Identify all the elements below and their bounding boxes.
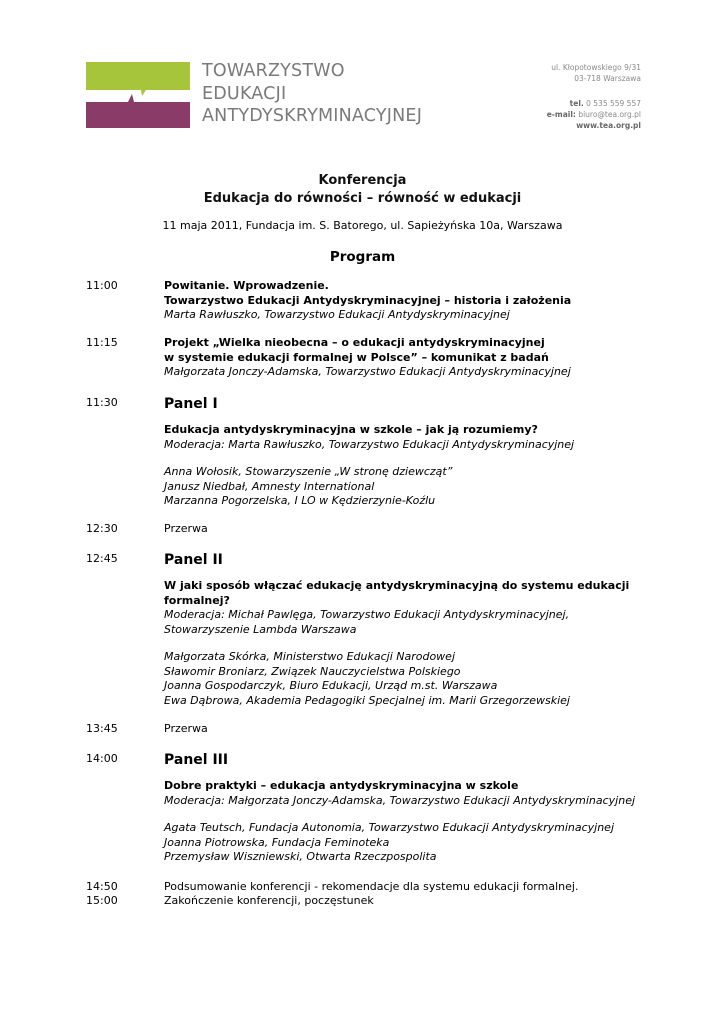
program-time: 11:00 (86, 279, 118, 292)
panel-speaker: Agata Teutsch, Fundacja Autonomia, Towarzystwo Edukacji Antydyskryminacyjnej (164, 821, 615, 834)
panel-moderation: Moderacja: Małgorzata Jonczy-Adamska, Towarzystwo Edukacji Antydyskryminacyjnej (164, 793, 636, 807)
website-link[interactable]: www.tea.org.pl (576, 121, 641, 130)
phone-line (547, 98, 641, 109)
program-content (164, 336, 664, 380)
contact-block (547, 62, 641, 131)
program-time: 12:45 (86, 552, 118, 565)
panel-topic: W jaki sposób włączać edukację antydyskryminacyjną do systemu edukacji (164, 579, 630, 592)
panel-speaker: Joanna Gospodarczyk, Biuro Edukacji, Urząd m.st. Warszawa (164, 679, 498, 692)
panel-moderation: Moderacja: Marta Rawłuszko, Towarzystwo Edukacji Antydyskryminacyjnej (164, 437, 575, 451)
program-content (164, 395, 664, 509)
panel-topic: Dobre praktyki – edukacja antydyskryminacyjna w szkole (164, 779, 519, 792)
tea-logo (86, 58, 196, 130)
panel-topic: Edukacja antydyskryminacyjna w szkole – jak ją rozumiemy? (164, 423, 538, 436)
program-time: 14:00 (86, 752, 118, 765)
phone-label: tel. (569, 99, 584, 108)
program-summary: Podsumowanie konferencji - rekomendacje dla systemu edukacji formalnej. (164, 880, 579, 893)
conference-info: 11 maja 2011, Fundacja im. S. Batorego, ul. Sapieżyńska 10a, Warszawa (162, 219, 563, 232)
program-break: Przerwa (164, 522, 208, 535)
program-time: 14:50 (86, 880, 118, 893)
program-time: 12:30 (86, 522, 118, 535)
email-line (547, 109, 641, 120)
panel-speaker: Sławomir Broniarz, Związek Nauczycielstwa Polskiego (164, 664, 461, 678)
panel-speaker: Ewa Dąbrowa, Akademia Pedagogiki Specjalnej im. Marii Grzegorzewskiej (164, 693, 570, 707)
program-content (164, 751, 664, 865)
panel-speaker: Małgorzata Skórka, Ministerstwo Edukacji Narodowej (164, 650, 456, 663)
org-name-line: TOWARZYSTWO (202, 61, 345, 81)
program-line: w systemie edukacji formalnej w Polsce” – komunikat z badań (164, 350, 549, 364)
org-name-line: EDUKACJI (202, 83, 287, 104)
program-closing: Zakończenie konferencji, poczęstunek (164, 894, 374, 907)
address-street: ul. Kłopotowskiego 9/31 (551, 63, 641, 72)
program-line: Powitanie. Wprowadzenie. (164, 279, 329, 292)
panel-speaker: Joanna Piotrowska, Fundacja Feminoteka (164, 835, 390, 849)
program-speaker: Małgorzata Jonczy-Adamska, Towarzystwo Edukacji Antydyskryminacyjnej (164, 365, 571, 378)
panel-speaker: Anna Wołosik, Stowarzyszenie „W stronę dziewcząt” (164, 465, 453, 478)
panel-moderation: Stowarzyszenie Lambda Warszawa (164, 622, 357, 636)
program-time: 13:45 (86, 722, 118, 735)
email-label: e-mail: (546, 110, 576, 119)
panel-title: Panel III (164, 752, 229, 768)
program-time: 15:00 (86, 894, 118, 907)
program-title: Program (329, 249, 396, 265)
conference-title: Konferencja (318, 173, 407, 188)
program-time: 11:15 (86, 336, 118, 349)
org-name-line: ANTYDYSKRYMINACYJNEJ (202, 106, 423, 126)
program-time: 11:30 (86, 396, 118, 409)
email-address[interactable]: biuro@tea.org.pl (578, 110, 641, 119)
panel-moderation: Moderacja: Michał Pawlęga, Towarzystwo Edukacji Antydyskryminacyjnej, (164, 608, 570, 621)
logo-purple-shape (86, 94, 190, 128)
panel-title: Panel II (164, 552, 223, 568)
phone-number: 0 535 559 557 (586, 99, 641, 108)
program-break: Przerwa (164, 722, 208, 735)
program-content (164, 279, 664, 323)
program-speaker: Marta Rawłuszko, Towarzystwo Edukacji Antydyskryminacyjnej (164, 308, 510, 321)
conference-heading (0, 172, 725, 208)
org-name (202, 60, 422, 128)
panel-title: Panel I (164, 396, 218, 412)
panel-speaker: Przemysław Wiszniewski, Otwarta Rzeczpospolita (164, 850, 437, 863)
panel-speaker: Marzanna Pogorzelska, I LO w Kędzierzynie-Koźlu (164, 494, 436, 507)
program-content (164, 551, 664, 708)
conference-subtitle: Edukacja do równości – równość w edukacji (203, 191, 522, 206)
program-line: Towarzystwo Edukacji Antydyskryminacyjnej – historia i założenia (164, 293, 572, 307)
panel-topic: formalnej? (164, 593, 230, 607)
program-line: Projekt „Wielka nieobecna – o edukacji antydyskryminacyjnej (164, 336, 545, 349)
panel-speaker: Janusz Niedbał, Amnesty International (164, 479, 375, 493)
address-city: 03-718 Warszawa (574, 74, 641, 83)
logo-green-shape (86, 62, 190, 96)
